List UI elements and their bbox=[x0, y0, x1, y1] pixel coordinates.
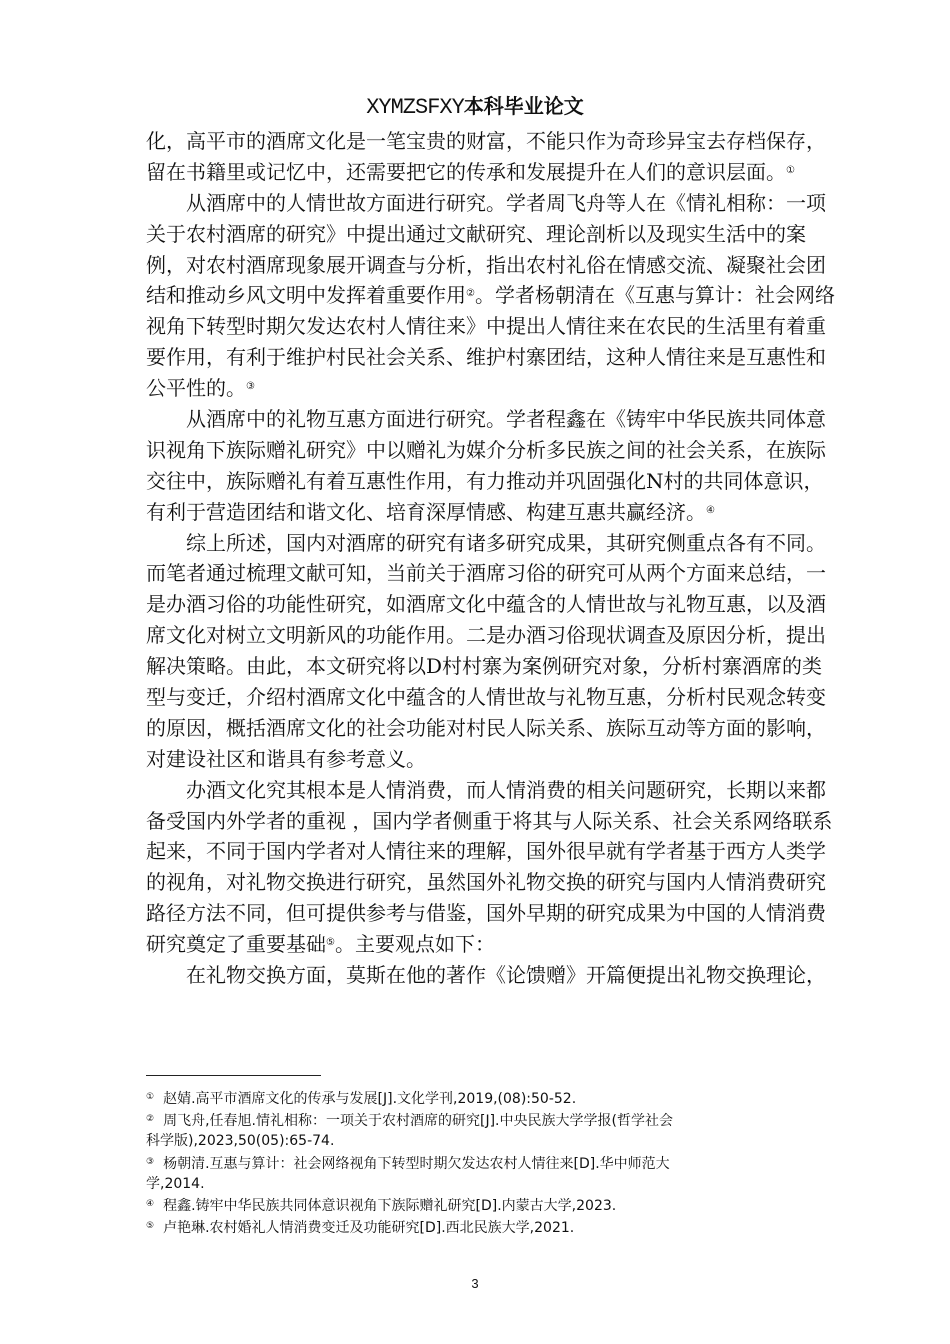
body-line bbox=[146, 898, 826, 929]
line-text: 起来，不同于国内学者对人情往来的理解，国外很早就有学者基于西方人类学 bbox=[146, 839, 826, 864]
footnote-text: 程鑫.铸牢中华民族共同体意识视角下族际赠礼研究[D].内蒙古大学,2023. bbox=[163, 1198, 617, 1215]
line-text: 要作用，有利于维护村民社会关系、维护村寨团结，这种人情往来是互惠性和 bbox=[146, 345, 826, 370]
body-line bbox=[146, 342, 826, 373]
body-line bbox=[146, 126, 826, 157]
footnote-ref: ④ bbox=[706, 504, 715, 516]
line-text: 有利于营造团结和谐文化、培育深厚情感、构建互惠共赢经济。 bbox=[146, 499, 706, 524]
footnotes bbox=[146, 1087, 806, 1238]
footnote-line bbox=[146, 1152, 806, 1174]
line-text: 路径方法不同，但可提供参考与借鉴，国外早期的研究成果为中国的人情消费 bbox=[146, 901, 826, 926]
line-text: 例，对农村酒席现象展开调查与分析，指出农村礼俗在情感交流、凝聚社会团 bbox=[146, 252, 826, 277]
line-text: 公平性的。 bbox=[146, 376, 246, 401]
line-text: 解决策略。由此，本文研究将以D村村寨为案例研究对象，分析村寨酒席的类 bbox=[146, 654, 823, 679]
line-text: 的视角，对礼物交换进行研究，虽然国外礼物交换的研究与国内人情消费研究 bbox=[146, 870, 826, 895]
line-text: 从酒席中的人情世故方面进行研究。学者周飞舟等人在《情礼相称：一项 bbox=[186, 190, 826, 215]
line-text: 从酒席中的礼物互惠方面进行研究。学者程鑫在《铸牢中华民族共同体意 bbox=[186, 407, 826, 432]
body-line bbox=[146, 651, 823, 682]
body-line bbox=[146, 435, 826, 466]
footnote-ref: ③ bbox=[246, 381, 255, 393]
line-text: 识视角下族际赠礼研究》中以赠礼为媒介分析多民族之间的社会关系，在族际 bbox=[146, 437, 826, 462]
header-title: 本科毕业论文 bbox=[463, 94, 584, 118]
line-text-after: 。学者杨朝清在《互惠与算计：社会网络 bbox=[474, 283, 835, 308]
footnote-text: 杨朝清.互惠与算计：社会网络视角下转型时期欠发达农村人情往来[D].华中师范大 bbox=[163, 1155, 670, 1172]
body-line bbox=[146, 280, 835, 311]
body-line bbox=[146, 620, 826, 651]
body-line bbox=[146, 682, 826, 713]
footnote-mark: ③ bbox=[146, 1156, 155, 1167]
body-line bbox=[146, 713, 826, 744]
body-line bbox=[146, 157, 798, 188]
body-line bbox=[146, 806, 833, 837]
line-text: 对建设社区和谐具有参考意义。 bbox=[146, 746, 426, 771]
line-text: 研究奠定了重要基础 bbox=[146, 932, 326, 957]
line-text: 结和推动乡风文明中发挥着重要作用 bbox=[146, 283, 466, 308]
footnote-text: 赵婧.高平市酒席文化的传承与发展[J].文化学刊,2019,(08):50-52. bbox=[163, 1091, 577, 1107]
footnote-line bbox=[146, 1131, 806, 1151]
line-text: 视角下转型时期欠发达农村人情往来》中提出人情往来在农民的生活里有着重 bbox=[146, 314, 826, 339]
footnote-divider bbox=[146, 1075, 321, 1076]
body-line bbox=[146, 528, 826, 559]
footnote-mark: ① bbox=[146, 1092, 155, 1102]
footnote-line bbox=[146, 1216, 806, 1238]
body-line bbox=[146, 188, 826, 219]
line-text: 型与变迁，介绍村酒席文化中蕴含的人情世故与礼物互惠，分析村民观念转变 bbox=[146, 685, 826, 710]
line-text: 在礼物交换方面，莫斯在他的著作《论馈赠》开篇便提出礼物交换理论， bbox=[186, 963, 826, 988]
line-text: 办酒文化究其根本是人情消费，而人情消费的相关问题研究，长期以来都 bbox=[186, 777, 826, 802]
line-text: 综上所述，国内对酒席的研究有诸多研究成果，其研究侧重点各有不同。 bbox=[186, 530, 826, 555]
footnote-mark: ④ bbox=[146, 1199, 155, 1210]
body-line bbox=[146, 250, 826, 281]
body-line bbox=[146, 311, 826, 342]
line-text: 关于农村酒席的研究》中提出通过文献研究、理论剖析以及现实生活中的案 bbox=[146, 221, 806, 246]
body-line bbox=[146, 404, 826, 435]
body-line bbox=[146, 497, 798, 528]
body-line bbox=[146, 373, 798, 404]
body-line bbox=[146, 589, 826, 620]
body-line bbox=[146, 836, 826, 867]
footnote-text: 卢艳琳.农村婚礼人情消费变迁及功能研究[D].西北民族大学,2021. bbox=[163, 1220, 575, 1237]
page-number: 3 bbox=[471, 1276, 479, 1291]
body-line bbox=[146, 558, 826, 589]
header-school-code: XYMZSFXY bbox=[366, 95, 464, 120]
line-text-after: 。主要观点如下： bbox=[334, 932, 495, 957]
body-line bbox=[146, 744, 798, 775]
body-line bbox=[146, 960, 826, 991]
line-text: 而笔者通过梳理文献可知，当前关于酒席习俗的研究可从两个方面来总结，一 bbox=[146, 561, 826, 586]
footnote-line bbox=[146, 1087, 806, 1109]
footnote-text: 学,2014. bbox=[146, 1175, 205, 1192]
body-line bbox=[146, 466, 824, 497]
footnote-ref: ② bbox=[466, 288, 475, 300]
line-text: 交往中，族际赠礼有着互惠性作用，有力推动并巩固强化N村的共同体意识， bbox=[146, 468, 824, 493]
line-text: 化，高平市的酒席文化是一笔宝贵的财富，不能只作为奇珍异宝去存档保存， bbox=[146, 129, 826, 153]
line-text: 席文化对树立文明新风的功能作用。二是办酒习俗现状调查及原因分析，提出 bbox=[146, 623, 826, 648]
footnote-mark: ② bbox=[146, 1114, 155, 1125]
body-line bbox=[146, 929, 798, 960]
line-text: 的原因，概括酒席文化的社会功能对村民人际关系、族际互动等方面的影响， bbox=[146, 715, 826, 740]
body-line bbox=[146, 219, 806, 250]
footnote-ref: ① bbox=[786, 164, 795, 176]
line-text: 留在书籍里或记忆中，还需要把它的传承和发展提升在人们的意识层面。 bbox=[146, 159, 786, 184]
footnote-line bbox=[146, 1109, 806, 1131]
line-text: 备受国内外学者的重视 ，国内学者侧重于将其与人际关系、社会关系网络联系 bbox=[146, 808, 833, 833]
footnote-text: 周飞舟,任春旭.情礼相称：一项关于农村酒席的研究[J].中央民族大学学报(哲学社会 bbox=[163, 1113, 673, 1130]
body-line bbox=[146, 867, 826, 898]
body-line bbox=[146, 775, 826, 806]
footnote-line bbox=[146, 1174, 806, 1194]
footnote-ref: ⑤ bbox=[326, 937, 335, 949]
page-header bbox=[0, 92, 950, 122]
footnote-mark: ⑤ bbox=[146, 1221, 155, 1232]
body-text bbox=[146, 126, 835, 991]
footnote-text: 科学版),2023,50(05):65-74. bbox=[146, 1133, 335, 1150]
footnote-line bbox=[146, 1194, 806, 1216]
line-text: 是办酒习俗的功能性研究，如酒席文化中蕴含的人情世故与礼物互惠，以及酒 bbox=[146, 592, 826, 617]
